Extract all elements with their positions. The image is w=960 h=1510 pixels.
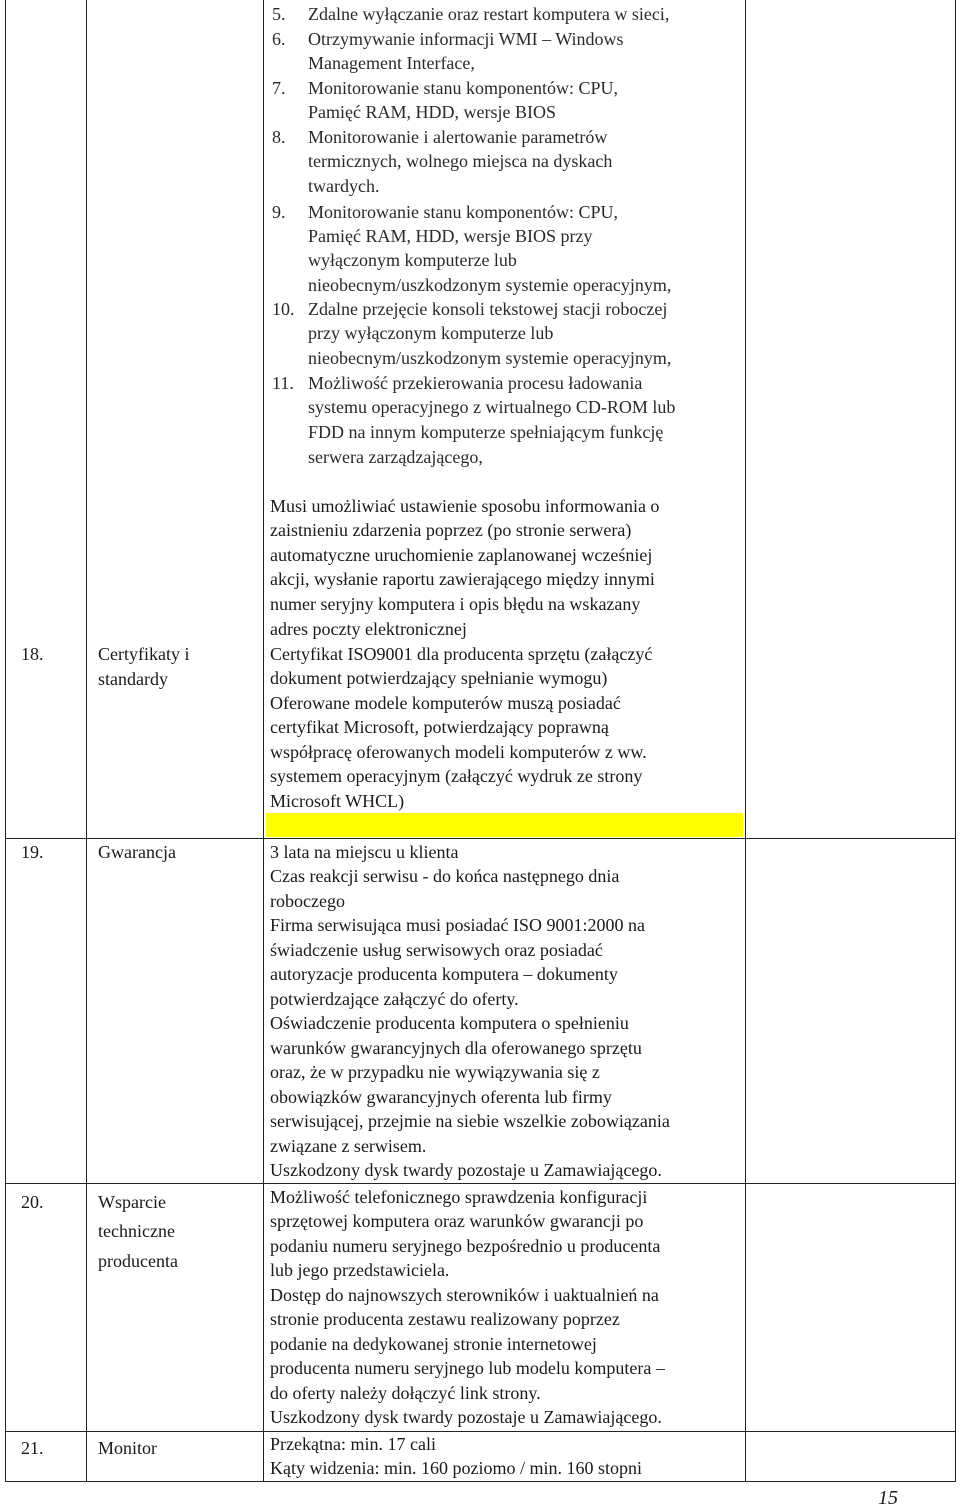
list-item-number: 11.: [272, 373, 294, 393]
row-name: Certyfikaty i: [98, 644, 190, 664]
list-item-number: 7.: [272, 78, 286, 98]
row-desc: lub jego przedstawiciela.: [270, 1260, 450, 1280]
row-desc: potwierdzające załączyć do oferty.: [270, 989, 519, 1009]
row-desc: 3 lata na miejscu u klienta: [270, 842, 459, 862]
row-desc: Oferowane modele komputerów muszą posiadać: [270, 693, 621, 713]
row-desc: sprzętowej komputera oraz warunków gwarancji po: [270, 1211, 644, 1231]
list-item-text: Pamięć RAM, HDD, wersje BIOS przy: [308, 226, 593, 246]
row-desc: Dostęp do najnowszych sterowników i uaktualnień na: [270, 1285, 659, 1305]
paragraph-line: automatyczne uruchomienie zaplanowanej wcześniej: [270, 545, 653, 565]
paragraph-line: Musi umożliwiać ustawienie sposobu informowania o: [270, 496, 660, 516]
paragraph-line: numer seryjny komputera i opis błędu na wskazany: [270, 594, 641, 614]
row-desc: producenta numeru seryjnego lub modelu komputera –: [270, 1358, 665, 1378]
row-divider-20: [5, 1183, 956, 1184]
list-item-text: serwera zarządzającego,: [308, 447, 483, 467]
row-desc: do oferty należy dołączyć link strony.: [270, 1383, 541, 1403]
row-desc: Uszkodzony dysk twardy pozostaje u Zamawiającego.: [270, 1407, 662, 1427]
row-name: techniczne: [98, 1221, 175, 1241]
border-col-name: [263, 0, 264, 1482]
paragraph-line: adres poczty elektronicznej: [270, 619, 467, 639]
row-desc: Certyfikat ISO9001 dla producenta sprzętu (załączyć: [270, 644, 653, 664]
row-desc: związane z serwisem.: [270, 1136, 427, 1156]
row-name: producenta: [98, 1251, 178, 1271]
list-item-text: Monitorowanie stanu komponentów: CPU,: [308, 78, 618, 98]
row-number: 18.: [21, 644, 44, 664]
paragraph-line: zaistnieniu zdarzenia poprzez (po stronie serwera): [270, 520, 632, 540]
row-desc: świadczenie usług serwisowych oraz posiadać: [270, 940, 603, 960]
page-number: 15: [878, 1487, 898, 1509]
row-name: Wsparcie: [98, 1192, 166, 1212]
list-item-text: Otrzymywanie informacji WMI – Windows: [308, 29, 624, 49]
paragraph-line: akcji, wysłanie raportu zawierającego między innymi: [270, 569, 655, 589]
row-desc: serwisującej, przejmie na siebie wszelkie zobowiązania: [270, 1111, 670, 1131]
list-item-text: Management Interface,: [308, 53, 475, 73]
row-desc: stronie producenta zestawu realizowany poprzez: [270, 1309, 620, 1329]
border-left: [5, 0, 6, 1482]
row-desc: oraz, że w przypadku nie wywiązywania się z: [270, 1062, 600, 1082]
row-name: standardy: [98, 669, 168, 689]
yellow-highlight-bar: [266, 813, 743, 837]
row-desc: Microsoft WHCL): [270, 791, 405, 811]
list-item-text: przy wyłączonym komputerze lub: [308, 323, 554, 343]
row-divider-21: [5, 1431, 956, 1432]
list-item-number: 9.: [272, 202, 286, 222]
row-desc: certyfikat Microsoft, potwierdzający poprawną: [270, 717, 609, 737]
row-name: Monitor: [98, 1438, 158, 1458]
row-number: 19.: [21, 842, 44, 862]
list-item-number: 10.: [272, 299, 295, 319]
row-desc: autoryzacje producenta komputera – dokumenty: [270, 964, 618, 984]
border-col-num: [86, 0, 87, 1482]
row-number: 21.: [21, 1438, 44, 1458]
row-desc: Czas reakcji serwisu - do końca następnego dnia: [270, 866, 620, 886]
row-desc: systemem operacyjnym (załączyć wydruk ze strony: [270, 766, 643, 786]
list-item-text: systemu operacyjnego z wirtualnego CD-ROM lub: [308, 397, 676, 417]
list-item-number: 5.: [272, 4, 286, 24]
border-right: [955, 0, 956, 1482]
row-desc: podaniu numeru seryjnego bezpośrednio u producenta: [270, 1236, 661, 1256]
border-col-desc: [745, 0, 746, 1482]
row-desc: Uszkodzony dysk twardy pozostaje u Zamawiającego.: [270, 1160, 662, 1180]
row-desc: współpracę oferowanych modeli komputerów z ww.: [270, 742, 647, 762]
list-item-text: wyłączonym komputerze lub: [308, 250, 517, 270]
row-desc: podanie na dedykowanej stronie internetowej: [270, 1334, 597, 1354]
list-item-number: 6.: [272, 29, 286, 49]
row-desc: warunków gwarancyjnych dla oferowanego sprzętu: [270, 1038, 642, 1058]
list-item-text: FDD na innym komputerze spełniającym funkcję: [308, 422, 664, 442]
row-desc: Możliwość telefonicznego sprawdzenia konfiguracji: [270, 1187, 648, 1207]
list-item-text: nieobecnym/uszkodzonym systemie operacyjnym,: [308, 275, 672, 295]
row-desc: Oświadczenie producenta komputera o spełnieniu: [270, 1013, 629, 1033]
list-item-text: termicznych, wolnego miejsca na dyskach: [308, 151, 613, 171]
list-item-text: Zdalne przejęcie konsoli tekstowej stacji roboczej: [308, 299, 668, 319]
list-item-text: Monitorowanie i alertowanie parametrów: [308, 127, 608, 147]
list-item-text: Monitorowanie stanu komponentów: CPU,: [308, 202, 618, 222]
list-item-text: nieobecnym/uszkodzonym systemie operacyjnym,: [308, 348, 672, 368]
list-item-text: Zdalne wyłączanie oraz restart komputera w sieci,: [308, 4, 670, 24]
row-desc: Przekątna: min. 17 cali: [270, 1434, 436, 1454]
row-desc: dokument potwierdzający spełnianie wymogu): [270, 668, 608, 688]
row-name: Gwarancja: [98, 842, 176, 862]
row-number: 20.: [21, 1192, 44, 1212]
list-item-text: Pamięć RAM, HDD, wersje BIOS: [308, 102, 556, 122]
row-desc: Firma serwisująca musi posiadać ISO 9001:2000 na: [270, 915, 645, 935]
table-bottom: [5, 1481, 956, 1482]
row-desc: obowiązków gwarancyjnych oferenta lub firmy: [270, 1087, 612, 1107]
list-item-text: Możliwość przekierowania procesu ładowania: [308, 373, 643, 393]
row-desc: Kąty widzenia: min. 160 poziomo / min. 160 stopni: [270, 1458, 642, 1478]
row-divider-19: [5, 838, 956, 839]
list-item-number: 8.: [272, 127, 286, 147]
list-item-text: twardych.: [308, 176, 380, 196]
row-desc: roboczego: [270, 891, 345, 911]
